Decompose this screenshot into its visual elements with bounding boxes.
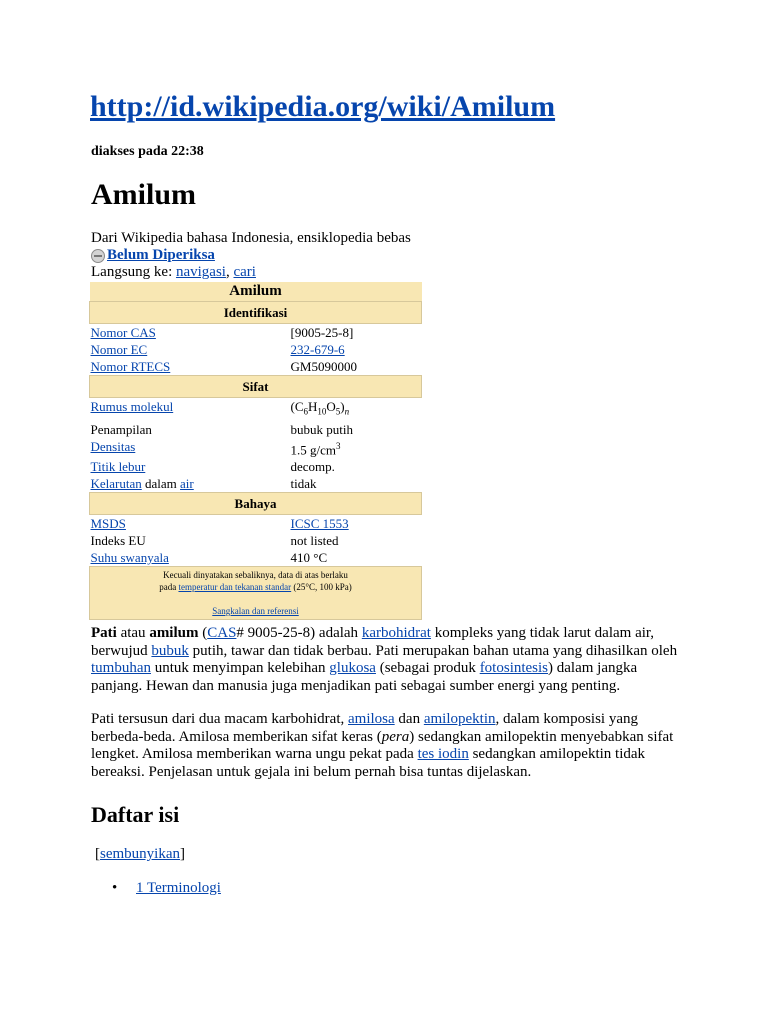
toc-hide-link[interactable]: sembunyikan: [100, 846, 180, 862]
table-row: [90, 421, 422, 438]
table-row: [90, 532, 422, 549]
carbohydrate-link[interactable]: karbohidrat: [361, 625, 431, 641]
jump-navigation-link[interactable]: navigasi: [175, 264, 226, 280]
powder-link[interactable]: bubuk: [151, 642, 189, 659]
table-row: [90, 458, 422, 475]
molecular-formula-value: $(C_6H_{10}O_5)_n$: [290, 399, 350, 417]
bullet: •: [112, 880, 118, 896]
paragraph-composition: Pati tersusun dari dua macam karbohidrat, amilosa dan amilopektin, dalam komposisi yang berbeda-beda. Amilosa memberikan sifat keras (pera) sedangkan amilopektin menyebabkan sifat lengket. Amilosa memberikan warna ungu pekat pada tes iodin sedangkan amilopektin tidak bereaksi. Penjelasan untuk gejala ini belum pernah bisa tuntas dijelaskan.: [91, 711, 674, 780]
unreviewed-icon: [91, 249, 105, 263]
density-value: 1.5 $g/cm^3$: [290, 440, 341, 457]
table-row: [90, 398, 422, 421]
eu-index-label: Indeks EU: [90, 532, 146, 548]
source-tagline: Dari Wikipedia bahasa Indonesia, ensiklopedia bebas: [91, 230, 411, 246]
jump-to: [91, 264, 256, 281]
jump-to-label: Langsung ke:: [91, 264, 176, 280]
melting-point-link[interactable]: Titik lebur: [90, 458, 146, 474]
list-item: [112, 880, 221, 897]
section-sifat: Sifat: [90, 376, 422, 398]
toc-heading: Daftar isi: [91, 802, 180, 827]
plant-link[interactable]: tumbuhan: [91, 660, 151, 676]
ec-number-link[interactable]: Nomor EC: [90, 342, 148, 357]
jump-search-link[interactable]: cari: [233, 264, 256, 280]
accessed-time: diakses pada 22:38: [91, 144, 204, 159]
standard-conditions-link[interactable]: temperatur dan tekanan standar: [178, 581, 292, 592]
icsc-link[interactable]: ICSC 1553: [290, 515, 349, 531]
infobox-footer: Kecuali dinyatakan sebaliknya, data di atas berlaku pada temperatur dan tekanan standar (25°C, 100 kPa) Sangkalan dan referensi: [90, 566, 422, 619]
amylose-link[interactable]: amilosa: [348, 711, 395, 727]
jump-separator: ,: [225, 264, 234, 280]
density-link[interactable]: Densitas: [90, 438, 136, 454]
iodine-test-link[interactable]: tes iodin: [417, 746, 469, 762]
melting-point-value: decomp.: [290, 458, 335, 474]
toc-toggle: [sembunyikan]: [95, 846, 185, 862]
section-identifikasi: Identifikasi: [90, 302, 422, 324]
infobox-title: Amilum: [90, 282, 422, 302]
chem-infobox: [89, 282, 422, 620]
molecular-formula-link[interactable]: Rumus molekul: [90, 399, 174, 414]
paragraph-intro: Pati atau amilum (CAS# 9005-25-8) adalah karbohidrat kompleks yang tidak larut dalam air, berwujud bubuk putih, tawar dan tidak berbau. Pati merupakan bahan utama yang dihasilkan oleh tumbuhan untuk menyimpan kelebihan glukosa (sebagai produk fotosintesis) dalam jangka panjang. Hewan dan manusia juga menjadikan pati sebagai sumber energi yang penting.: [91, 625, 678, 694]
rtecs-number-link[interactable]: Nomor RTECS: [90, 359, 171, 374]
toc-item-terminologi-link[interactable]: 1 Terminologi: [136, 880, 221, 896]
table-row: [90, 514, 422, 532]
cas-link[interactable]: CAS: [207, 625, 237, 641]
table-row: [90, 475, 422, 493]
page-url-link[interactable]: http://id.wikipedia.org/wiki/Amilum: [90, 90, 556, 123]
water-link[interactable]: air: [180, 475, 194, 491]
table-row: [90, 438, 422, 458]
appearance-label: Penampilan: [90, 421, 152, 437]
ec-number-value-link[interactable]: 232-679-6: [290, 342, 345, 357]
disclaimer-references-link[interactable]: Sangkalan dan referensi: [212, 605, 299, 616]
solubility-link[interactable]: Kelarutan: [90, 475, 142, 491]
table-row: [90, 324, 422, 342]
appearance-value: bubuk putih: [290, 421, 353, 437]
solubility-in-label: dalam: [141, 475, 181, 491]
photosynthesis-link[interactable]: fotosintesis: [479, 660, 549, 676]
review-status: [91, 247, 215, 264]
table-row: [90, 341, 422, 358]
rtecs-number-value: GM5090000: [290, 359, 357, 374]
msds-link[interactable]: MSDS: [90, 515, 126, 531]
cas-number-link[interactable]: Nomor CAS: [90, 325, 156, 340]
amylopectin-link[interactable]: amilopektin: [423, 711, 496, 727]
review-status-link[interactable]: Belum Diperiksa: [107, 247, 215, 263]
section-bahaya: Bahaya: [90, 492, 422, 514]
table-row: [90, 358, 422, 376]
table-row: [90, 549, 422, 567]
cas-number-value: [9005-25-8]: [290, 325, 354, 340]
autoignition-link[interactable]: Suhu swanyala: [90, 549, 169, 565]
autoignition-value: 410 °C: [290, 549, 328, 565]
eu-index-value: not listed: [290, 532, 339, 548]
glucose-link[interactable]: glukosa: [329, 660, 376, 676]
page-title: Amilum: [91, 178, 196, 211]
footer-note: Kecuali dinyatakan sebaliknya, data di atas berlaku: [163, 569, 348, 580]
solubility-value: tidak: [290, 475, 317, 491]
